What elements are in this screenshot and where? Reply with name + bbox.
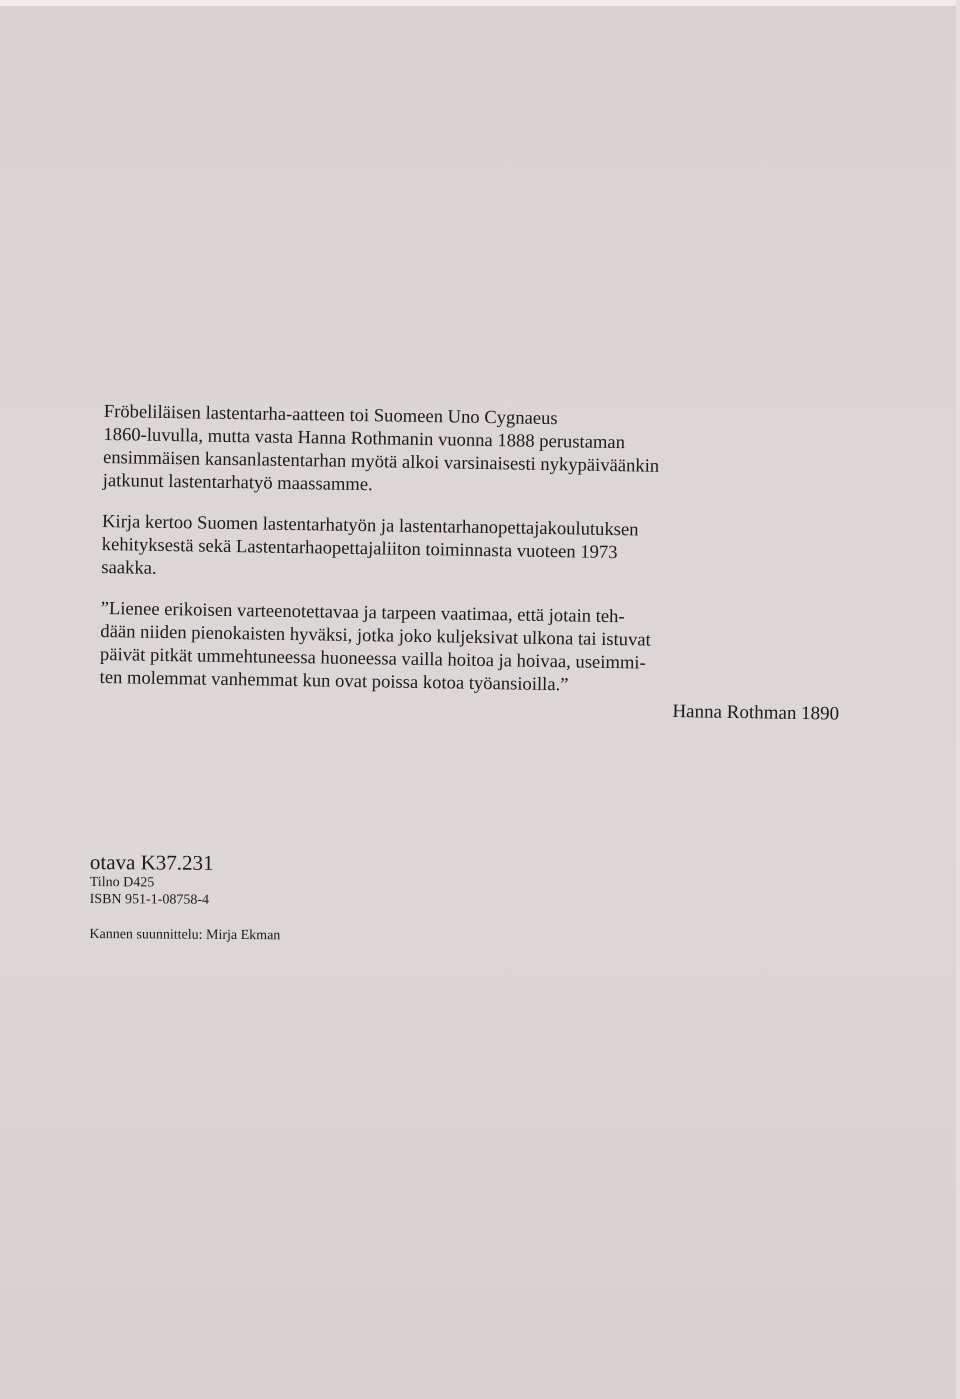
page-top-edge	[0, 0, 960, 6]
quote-attribution: Hanna Rothman 1890	[672, 700, 840, 725]
text-line: jatkunut lastentarhatyö maassamme.	[102, 469, 373, 496]
text-line: ten molemmat vanhemmat kun ovat poissa kotoa työansioilla.”	[99, 666, 569, 696]
publication-info	[89, 850, 281, 944]
text-line: ensimmäisen kansanlastentarhan myötä alkoi varsinaisesti nykypäiväänkin	[102, 446, 660, 477]
text-line: Fröbeliläisen lastentarha-aatteen toi Suomeen Uno Cygnaeus	[103, 400, 558, 430]
text-line: 1860-luvulla, mutta vasta Hanna Rothmanin vuonna 1888 perustaman	[103, 423, 626, 454]
description-block	[99, 400, 848, 726]
paragraph-intro	[103, 400, 848, 504]
publisher-code: otava K37.231	[89, 850, 214, 875]
text-line: kehityksestä sekä Lastentarhaopettajaliiton toiminnasta vuoteen 1973	[101, 533, 618, 564]
page-right-edge	[956, 0, 960, 1399]
text-line: Kirja kertoo Suomen lastentarhatyön ja lastentarhanopettajakoulutuksen	[101, 510, 639, 541]
text-line: päivät pitkät ummehtuneessa huoneessa vailla hoitoa ja hoivaa, useimmi-	[99, 643, 646, 674]
paragraph-quote	[99, 597, 844, 701]
paragraph-summary	[101, 510, 846, 591]
tilno: Tilno D425	[89, 874, 155, 891]
cover-design-credit: Kannen suunnittelu: Mirja Ekman	[89, 926, 281, 944]
text-line: ”Lienee erikoisen varteenotettavaa ja tarpeen vaatimaa, että jotain teh-	[100, 597, 625, 628]
text-line: saakka.	[101, 556, 157, 579]
isbn: ISBN 951-1-08758-4	[89, 891, 210, 908]
text-line: dään niiden pienokaisten hyväksi, jotka joko kuljeksivat ulkona tai istuvat	[100, 620, 651, 651]
